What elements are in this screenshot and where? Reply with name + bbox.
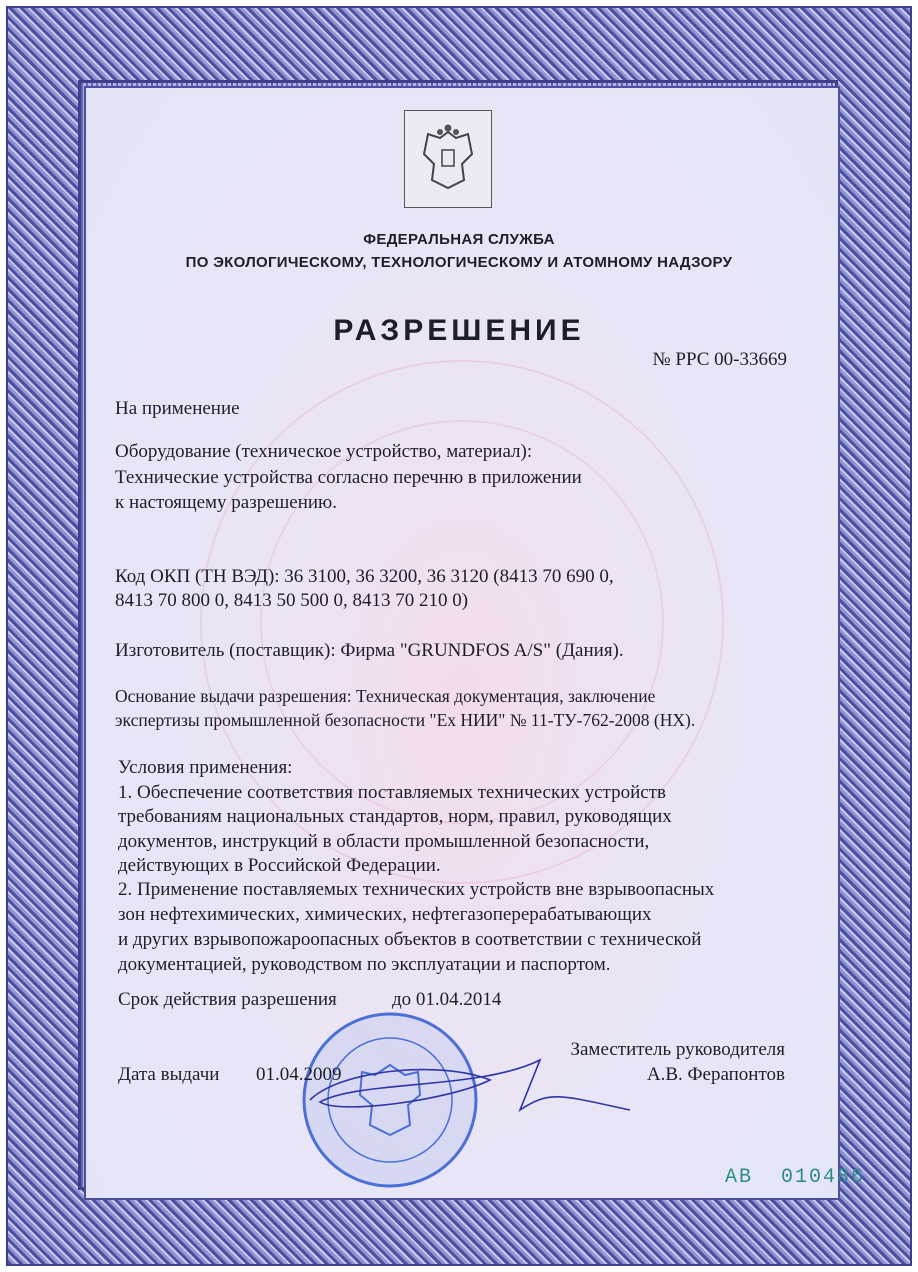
conditions-line: 2. Применение поставляемых технических устройств вне взрывоопасных	[118, 879, 715, 900]
conditions-line: документов, инструкций в области промышленной безопасности,	[118, 831, 650, 852]
basis-line: Основание выдачи разрешения: Техническая документация, заключение	[115, 686, 656, 706]
signatory-name: А.В. Ферапонтов	[646, 1064, 785, 1085]
conditions-line: требованиям национальных стандартов, норм, правил, руководящих	[118, 806, 672, 827]
manufacturer: Изготовитель (поставщик): Фирма "GRUNDFOS A/S" (Дания).	[115, 640, 624, 661]
coat-of-arms-icon	[404, 110, 492, 208]
serial-series: АВ	[725, 1166, 754, 1189]
conditions-line: Условия применения:	[118, 757, 293, 778]
conditions-line: зон нефтехимических, химических, нефтегазоперерабатывающих	[118, 904, 652, 925]
equipment-line: Оборудование (техническое устройство, материал):	[115, 441, 533, 462]
conditions-line: действующих в Российской Федерации.	[118, 855, 441, 876]
equipment-line: к настоящему разрешению.	[115, 492, 337, 513]
serial-digits: 010486	[781, 1166, 866, 1189]
codes-line: Код ОКП (ТН ВЭД): 36 3100, 36 3200, 36 3120 (8413 70 690 0,	[115, 566, 614, 587]
purpose: На применение	[115, 398, 240, 419]
agency-name-line1: ФЕДЕРАЛЬНАЯ СЛУЖБА	[363, 231, 555, 248]
validity-label: Срок действия разрешения	[118, 989, 337, 1010]
issue-date-label: Дата выдачи	[118, 1064, 220, 1085]
issue-date-value: 01.04.2009	[256, 1064, 342, 1085]
agency-name-line2: ПО ЭКОЛОГИЧЕСКОМУ, ТЕХНОЛОГИЧЕСКОМУ И АТОМНОМУ НАДЗОРУ	[185, 254, 733, 271]
document-title: РАЗРЕШЕНИЕ	[333, 314, 585, 347]
basis-line: экспертизы промышленной безопасности "Ех НИИ" № 11-ТУ-762-2008 (НХ).	[115, 710, 696, 730]
equipment-line: Технические устройства согласно перечню в приложении	[115, 467, 582, 488]
conditions-line: документацией, руководством по эксплуатации и паспортом.	[118, 954, 611, 975]
conditions-line: 1. Обеспечение соответствия поставляемых технических устройств	[118, 782, 666, 803]
codes-line: 8413 70 800 0, 8413 50 500 0, 8413 70 210 0)	[115, 590, 469, 611]
serial-number	[725, 1166, 865, 1189]
conditions-line: и других взрывопожароопасных объектов в соответствии с технической	[118, 929, 702, 950]
validity-value: до 01.04.2014	[392, 989, 502, 1010]
permit-number: № РРС 00-33669	[652, 349, 787, 370]
signatory-position: Заместитель руководителя	[570, 1039, 785, 1060]
